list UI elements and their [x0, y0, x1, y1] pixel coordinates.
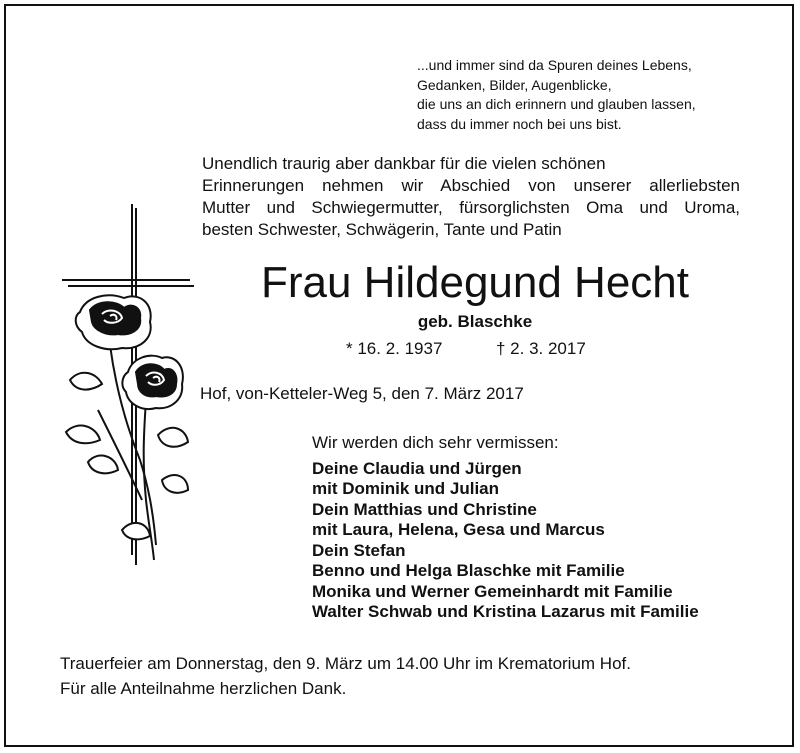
mourner-name: Deine Claudia und Jürgen [312, 458, 522, 478]
birth-date: * 16. 2. 1937 [346, 339, 443, 358]
quote-line: ...und immer sind da Spuren deines Lebens, [417, 57, 692, 73]
cross-with-roses-icon [58, 200, 198, 570]
footer [60, 651, 631, 701]
mourner-name: Dein Matthias und Christine [312, 499, 537, 519]
quote-line: die uns an dich erinnern und glauben lassen, [417, 96, 696, 112]
maiden-name: geb. Blaschke [417, 312, 533, 331]
intro-line: Mutter und Schwiegermutter, fürsorglichsten Oma und Uroma, [202, 198, 740, 217]
quote-line: Gedanken, Bilder, Augenblicke, [417, 76, 612, 93]
memorial-quote [417, 56, 696, 134]
mourners-intro: Wir werden dich sehr vermissen: [312, 433, 559, 452]
mourners-block [312, 433, 699, 623]
intro-line: Unendlich traurig aber dankbar für die vielen schönen [202, 154, 606, 173]
mourner-name: Monika und Werner Gemeinhardt mit Familie [312, 581, 673, 601]
place-and-date: Hof, von-Ketteler-Weg 5, den 7. März 2017 [200, 384, 524, 403]
mourner-name: mit Dominik und Julian [312, 479, 500, 498]
death-date: † 2. 3. 2017 [496, 339, 586, 358]
funeral-info: Trauerfeier am Donnerstag, den 9. März um 14.00 Uhr im Krematorium Hof. [60, 654, 631, 673]
intro-line: besten Schwester, Schwägerin, Tante und Patin [202, 220, 562, 239]
mourner-name: Benno und Helga Blaschke mit Familie [312, 561, 625, 580]
intro-line: Erinnerungen nehmen wir Abschied von unserer allerliebsten [202, 176, 740, 195]
intro-text [202, 153, 740, 241]
mourner-name: Walter Schwab und Kristina Lazarus mit Familie [312, 602, 699, 621]
mourner-name: mit Laura, Helena, Gesa und Marcus [312, 520, 605, 539]
deceased-name: Frau Hildegund Hecht [260, 258, 689, 307]
quote-line: dass du immer noch bei uns bist. [417, 115, 622, 132]
thanks-line: Für alle Anteilnahme herzlichen Dank. [60, 679, 347, 698]
mourner-name: Dein Stefan [312, 540, 406, 560]
